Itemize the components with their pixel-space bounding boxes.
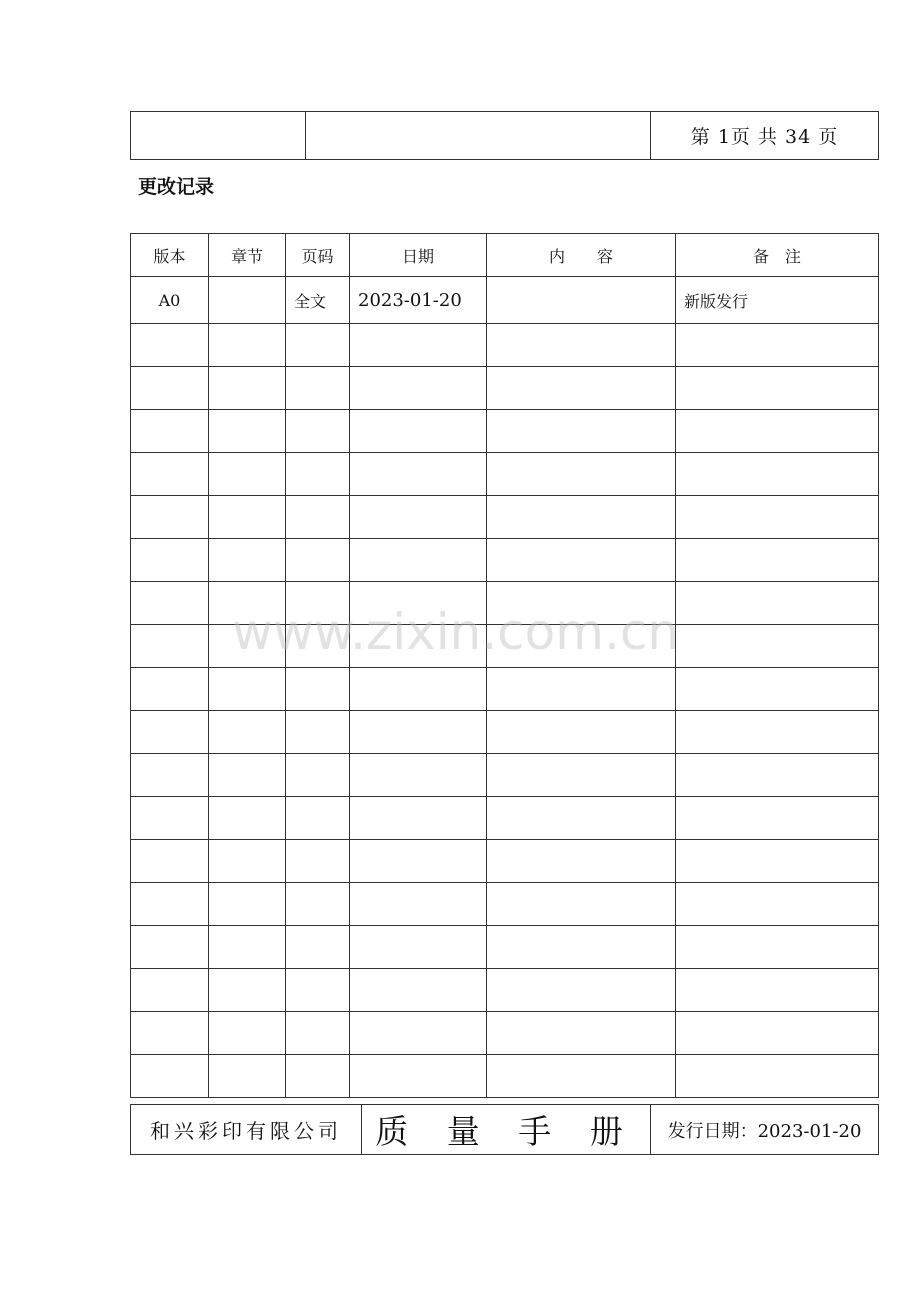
cell-version bbox=[131, 668, 209, 711]
cell-version bbox=[131, 453, 209, 496]
cell-remarks bbox=[676, 668, 879, 711]
cell-remarks bbox=[676, 926, 879, 969]
cell-date bbox=[350, 840, 487, 883]
table-row bbox=[131, 668, 879, 711]
issue-date: 发行日期：2023-01-20 bbox=[651, 1105, 879, 1155]
cell-remarks bbox=[676, 1012, 879, 1055]
cell-version bbox=[131, 754, 209, 797]
cell-date bbox=[350, 711, 487, 754]
cell-chapter bbox=[209, 496, 286, 539]
cell-version bbox=[131, 797, 209, 840]
table-row bbox=[131, 625, 879, 668]
cell-content bbox=[487, 711, 676, 754]
cell-remarks bbox=[676, 496, 879, 539]
cell-chapter bbox=[209, 410, 286, 453]
watermark: www.zixin.com.cn bbox=[232, 603, 680, 661]
table-row bbox=[131, 754, 879, 797]
cell-date bbox=[350, 453, 487, 496]
cell-remarks bbox=[676, 797, 879, 840]
cell-chapter bbox=[209, 1055, 286, 1098]
table-row bbox=[131, 539, 879, 582]
cell-date bbox=[350, 1055, 487, 1098]
footer-row bbox=[131, 1105, 879, 1155]
cell-content bbox=[487, 453, 676, 496]
cell-remarks bbox=[676, 1055, 879, 1098]
cell-page bbox=[286, 367, 350, 410]
table-row bbox=[131, 797, 879, 840]
cell-content bbox=[487, 969, 676, 1012]
cell-chapter bbox=[209, 668, 286, 711]
cell-version: A0 bbox=[131, 277, 209, 324]
cell-date bbox=[350, 797, 487, 840]
cell-version bbox=[131, 1012, 209, 1055]
cell-content bbox=[487, 797, 676, 840]
cell-chapter bbox=[209, 539, 286, 582]
cell-version bbox=[131, 969, 209, 1012]
cell-version bbox=[131, 410, 209, 453]
table-row bbox=[131, 1055, 879, 1098]
cell-remarks bbox=[676, 324, 879, 367]
cell-page bbox=[286, 324, 350, 367]
cell-page bbox=[286, 1055, 350, 1098]
cell-chapter bbox=[209, 625, 286, 668]
cell-version bbox=[131, 711, 209, 754]
column-header-page: 页码 bbox=[286, 234, 350, 277]
cell-chapter bbox=[209, 754, 286, 797]
cell-content bbox=[487, 277, 676, 324]
cell-page: 全文 bbox=[286, 277, 350, 324]
cell-content bbox=[487, 840, 676, 883]
cell-remarks bbox=[676, 840, 879, 883]
cell-chapter bbox=[209, 969, 286, 1012]
cell-page bbox=[286, 625, 350, 668]
cell-content bbox=[487, 496, 676, 539]
header-cell-middle bbox=[306, 112, 651, 160]
cell-remarks bbox=[676, 969, 879, 1012]
cell-remarks bbox=[676, 883, 879, 926]
cell-content bbox=[487, 668, 676, 711]
change-log-body bbox=[131, 277, 879, 1098]
cell-version bbox=[131, 840, 209, 883]
page-number: 第 1页 共 34 页 bbox=[651, 112, 879, 160]
column-header-date: 日期 bbox=[350, 234, 487, 277]
table-row bbox=[131, 883, 879, 926]
table-row bbox=[131, 367, 879, 410]
cell-chapter bbox=[209, 453, 286, 496]
cell-content bbox=[487, 926, 676, 969]
cell-content bbox=[487, 1055, 676, 1098]
cell-page bbox=[286, 539, 350, 582]
cell-page bbox=[286, 840, 350, 883]
cell-date bbox=[350, 754, 487, 797]
cell-date bbox=[350, 625, 487, 668]
column-header-version: 版本 bbox=[131, 234, 209, 277]
cell-page bbox=[286, 754, 350, 797]
cell-page bbox=[286, 883, 350, 926]
cell-content bbox=[487, 883, 676, 926]
cell-version bbox=[131, 926, 209, 969]
cell-chapter bbox=[209, 711, 286, 754]
manual-title: 质 量 手 册 bbox=[362, 1105, 651, 1155]
cell-chapter bbox=[209, 926, 286, 969]
cell-content bbox=[487, 367, 676, 410]
column-header-content: 内 容 bbox=[487, 234, 676, 277]
cell-date bbox=[350, 926, 487, 969]
company-name: 和兴彩印有限公司 bbox=[131, 1105, 362, 1155]
cell-version bbox=[131, 1055, 209, 1098]
cell-page bbox=[286, 668, 350, 711]
cell-version bbox=[131, 582, 209, 625]
cell-content bbox=[487, 625, 676, 668]
table-row bbox=[131, 582, 879, 625]
cell-date: 2023-01-20 bbox=[350, 277, 487, 324]
cell-page bbox=[286, 582, 350, 625]
table-row bbox=[131, 324, 879, 367]
table-row bbox=[131, 453, 879, 496]
cell-remarks bbox=[676, 539, 879, 582]
change-log-header-row bbox=[131, 234, 879, 277]
cell-page bbox=[286, 1012, 350, 1055]
cell-remarks bbox=[676, 582, 879, 625]
cell-remarks bbox=[676, 410, 879, 453]
column-header-remarks: 备 注 bbox=[676, 234, 879, 277]
cell-remarks bbox=[676, 453, 879, 496]
cell-content bbox=[487, 754, 676, 797]
table-row bbox=[131, 410, 879, 453]
header-row bbox=[131, 112, 879, 160]
cell-remarks bbox=[676, 754, 879, 797]
cell-version bbox=[131, 625, 209, 668]
cell-page bbox=[286, 797, 350, 840]
cell-content bbox=[487, 539, 676, 582]
cell-content bbox=[487, 410, 676, 453]
cell-chapter bbox=[209, 367, 286, 410]
cell-chapter bbox=[209, 277, 286, 324]
cell-date bbox=[350, 582, 487, 625]
cell-date bbox=[350, 883, 487, 926]
table-row bbox=[131, 926, 879, 969]
cell-date bbox=[350, 496, 487, 539]
section-title: 更改记录 bbox=[138, 176, 215, 198]
cell-date bbox=[350, 668, 487, 711]
cell-page bbox=[286, 410, 350, 453]
table-row bbox=[131, 277, 879, 324]
table-row bbox=[131, 969, 879, 1012]
cell-version bbox=[131, 883, 209, 926]
cell-chapter bbox=[209, 582, 286, 625]
cell-date bbox=[350, 410, 487, 453]
cell-content bbox=[487, 324, 676, 367]
cell-version bbox=[131, 367, 209, 410]
cell-remarks bbox=[676, 367, 879, 410]
document-footer-table bbox=[130, 1104, 879, 1155]
table-row bbox=[131, 496, 879, 539]
cell-page bbox=[286, 711, 350, 754]
cell-version bbox=[131, 496, 209, 539]
column-header-chapter: 章节 bbox=[209, 234, 286, 277]
table-row bbox=[131, 711, 879, 754]
cell-date bbox=[350, 367, 487, 410]
cell-date bbox=[350, 969, 487, 1012]
cell-page bbox=[286, 496, 350, 539]
cell-remarks bbox=[676, 711, 879, 754]
cell-chapter bbox=[209, 840, 286, 883]
cell-chapter bbox=[209, 883, 286, 926]
cell-version bbox=[131, 539, 209, 582]
cell-remarks: 新版发行 bbox=[676, 277, 879, 324]
header-cell-left bbox=[131, 112, 306, 160]
cell-page bbox=[286, 969, 350, 1012]
cell-remarks bbox=[676, 625, 879, 668]
cell-page bbox=[286, 926, 350, 969]
cell-date bbox=[350, 539, 487, 582]
cell-content bbox=[487, 1012, 676, 1055]
table-row bbox=[131, 840, 879, 883]
cell-page bbox=[286, 453, 350, 496]
cell-content bbox=[487, 582, 676, 625]
cell-date bbox=[350, 324, 487, 367]
cell-date bbox=[350, 1012, 487, 1055]
cell-chapter bbox=[209, 797, 286, 840]
cell-chapter bbox=[209, 324, 286, 367]
table-row bbox=[131, 1012, 879, 1055]
cell-chapter bbox=[209, 1012, 286, 1055]
cell-version bbox=[131, 324, 209, 367]
document-header-table bbox=[130, 111, 879, 160]
change-log-table bbox=[130, 233, 879, 1098]
